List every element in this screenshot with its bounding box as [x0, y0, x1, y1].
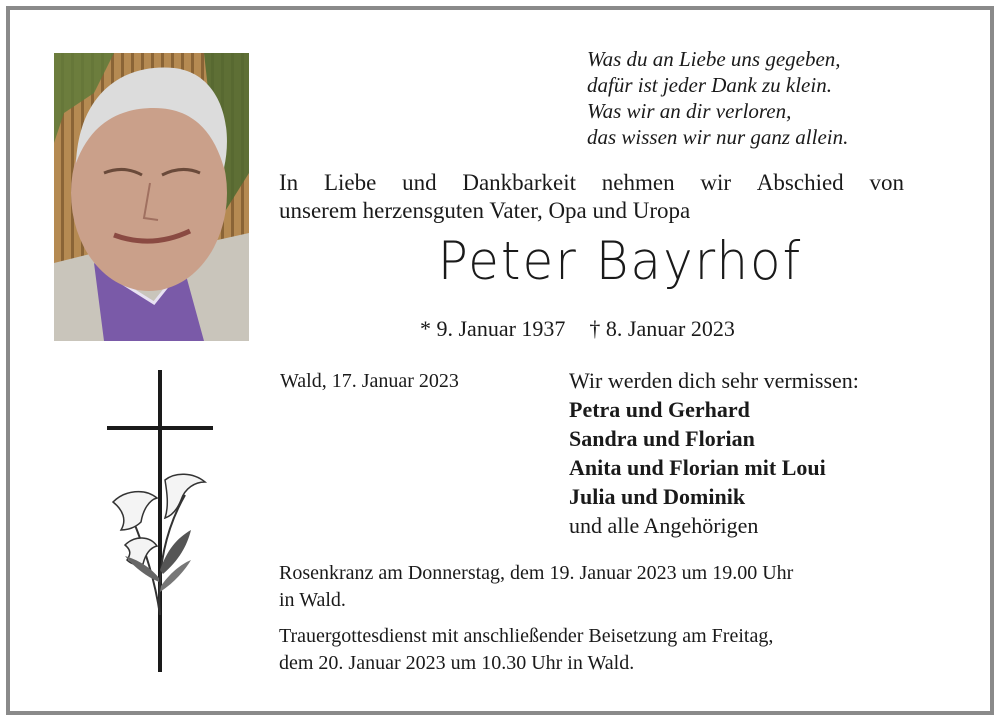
deceased-name: Peter Bayrhof	[437, 230, 803, 292]
intro-word: wir	[700, 170, 732, 195]
intro-word: Dankbarkeit	[462, 170, 577, 195]
poem-line: Was wir an dir verloren,	[587, 99, 792, 123]
service-notice	[279, 623, 929, 677]
portrait-photo	[54, 53, 249, 341]
intro-word: Liebe	[323, 170, 377, 195]
mourner-name: Anita und Florian mit Loui	[569, 455, 826, 480]
intro-word: Abschied	[756, 170, 844, 195]
mourners-closing: und alle Angehörigen	[569, 513, 759, 538]
notice-line: in Wald.	[279, 589, 346, 611]
intro-word: und	[402, 170, 437, 195]
cross-with-lilies-icon	[105, 370, 217, 672]
mourners-list	[569, 366, 969, 540]
rosary-notice	[279, 560, 929, 614]
mourners-heading: Wir werden dich sehr vermissen:	[569, 368, 859, 393]
death-date: † 8. Januar 2023	[589, 316, 735, 341]
farewell-intro	[279, 169, 904, 225]
life-dates	[420, 315, 820, 343]
intro-word: In	[279, 170, 299, 195]
mourner-name: Julia und Dominik	[569, 484, 746, 509]
poem-line: dafür ist jeder Dank zu klein.	[587, 73, 832, 97]
notice-line: dem 20. Januar 2023 um 10.30 Uhr in Wald.	[279, 652, 635, 674]
intro-word: von	[869, 170, 904, 195]
notice-line: Trauergottesdienst mit anschließender Beisetzung am Freitag,	[279, 625, 774, 647]
intro-line-justified	[279, 169, 904, 197]
intro-word: nehmen	[601, 170, 675, 195]
notice-line: Rosenkranz am Donnerstag, dem 19. Januar 2023 um 19.00 Uhr	[279, 562, 794, 584]
place-and-date: Wald, 17. Januar 2023	[280, 370, 459, 392]
poem-line: Was du an Liebe uns gegeben,	[587, 47, 841, 71]
intro-line: unserem herzensguten Vater, Opa und Uropa	[279, 198, 691, 223]
mourner-name: Petra und Gerhard	[569, 397, 750, 422]
birth-date: * 9. Januar 1937	[420, 316, 566, 341]
poem-line: das wissen wir nur ganz allein.	[587, 125, 849, 149]
memorial-poem	[587, 46, 967, 150]
mourner-name: Sandra und Florian	[569, 426, 755, 451]
